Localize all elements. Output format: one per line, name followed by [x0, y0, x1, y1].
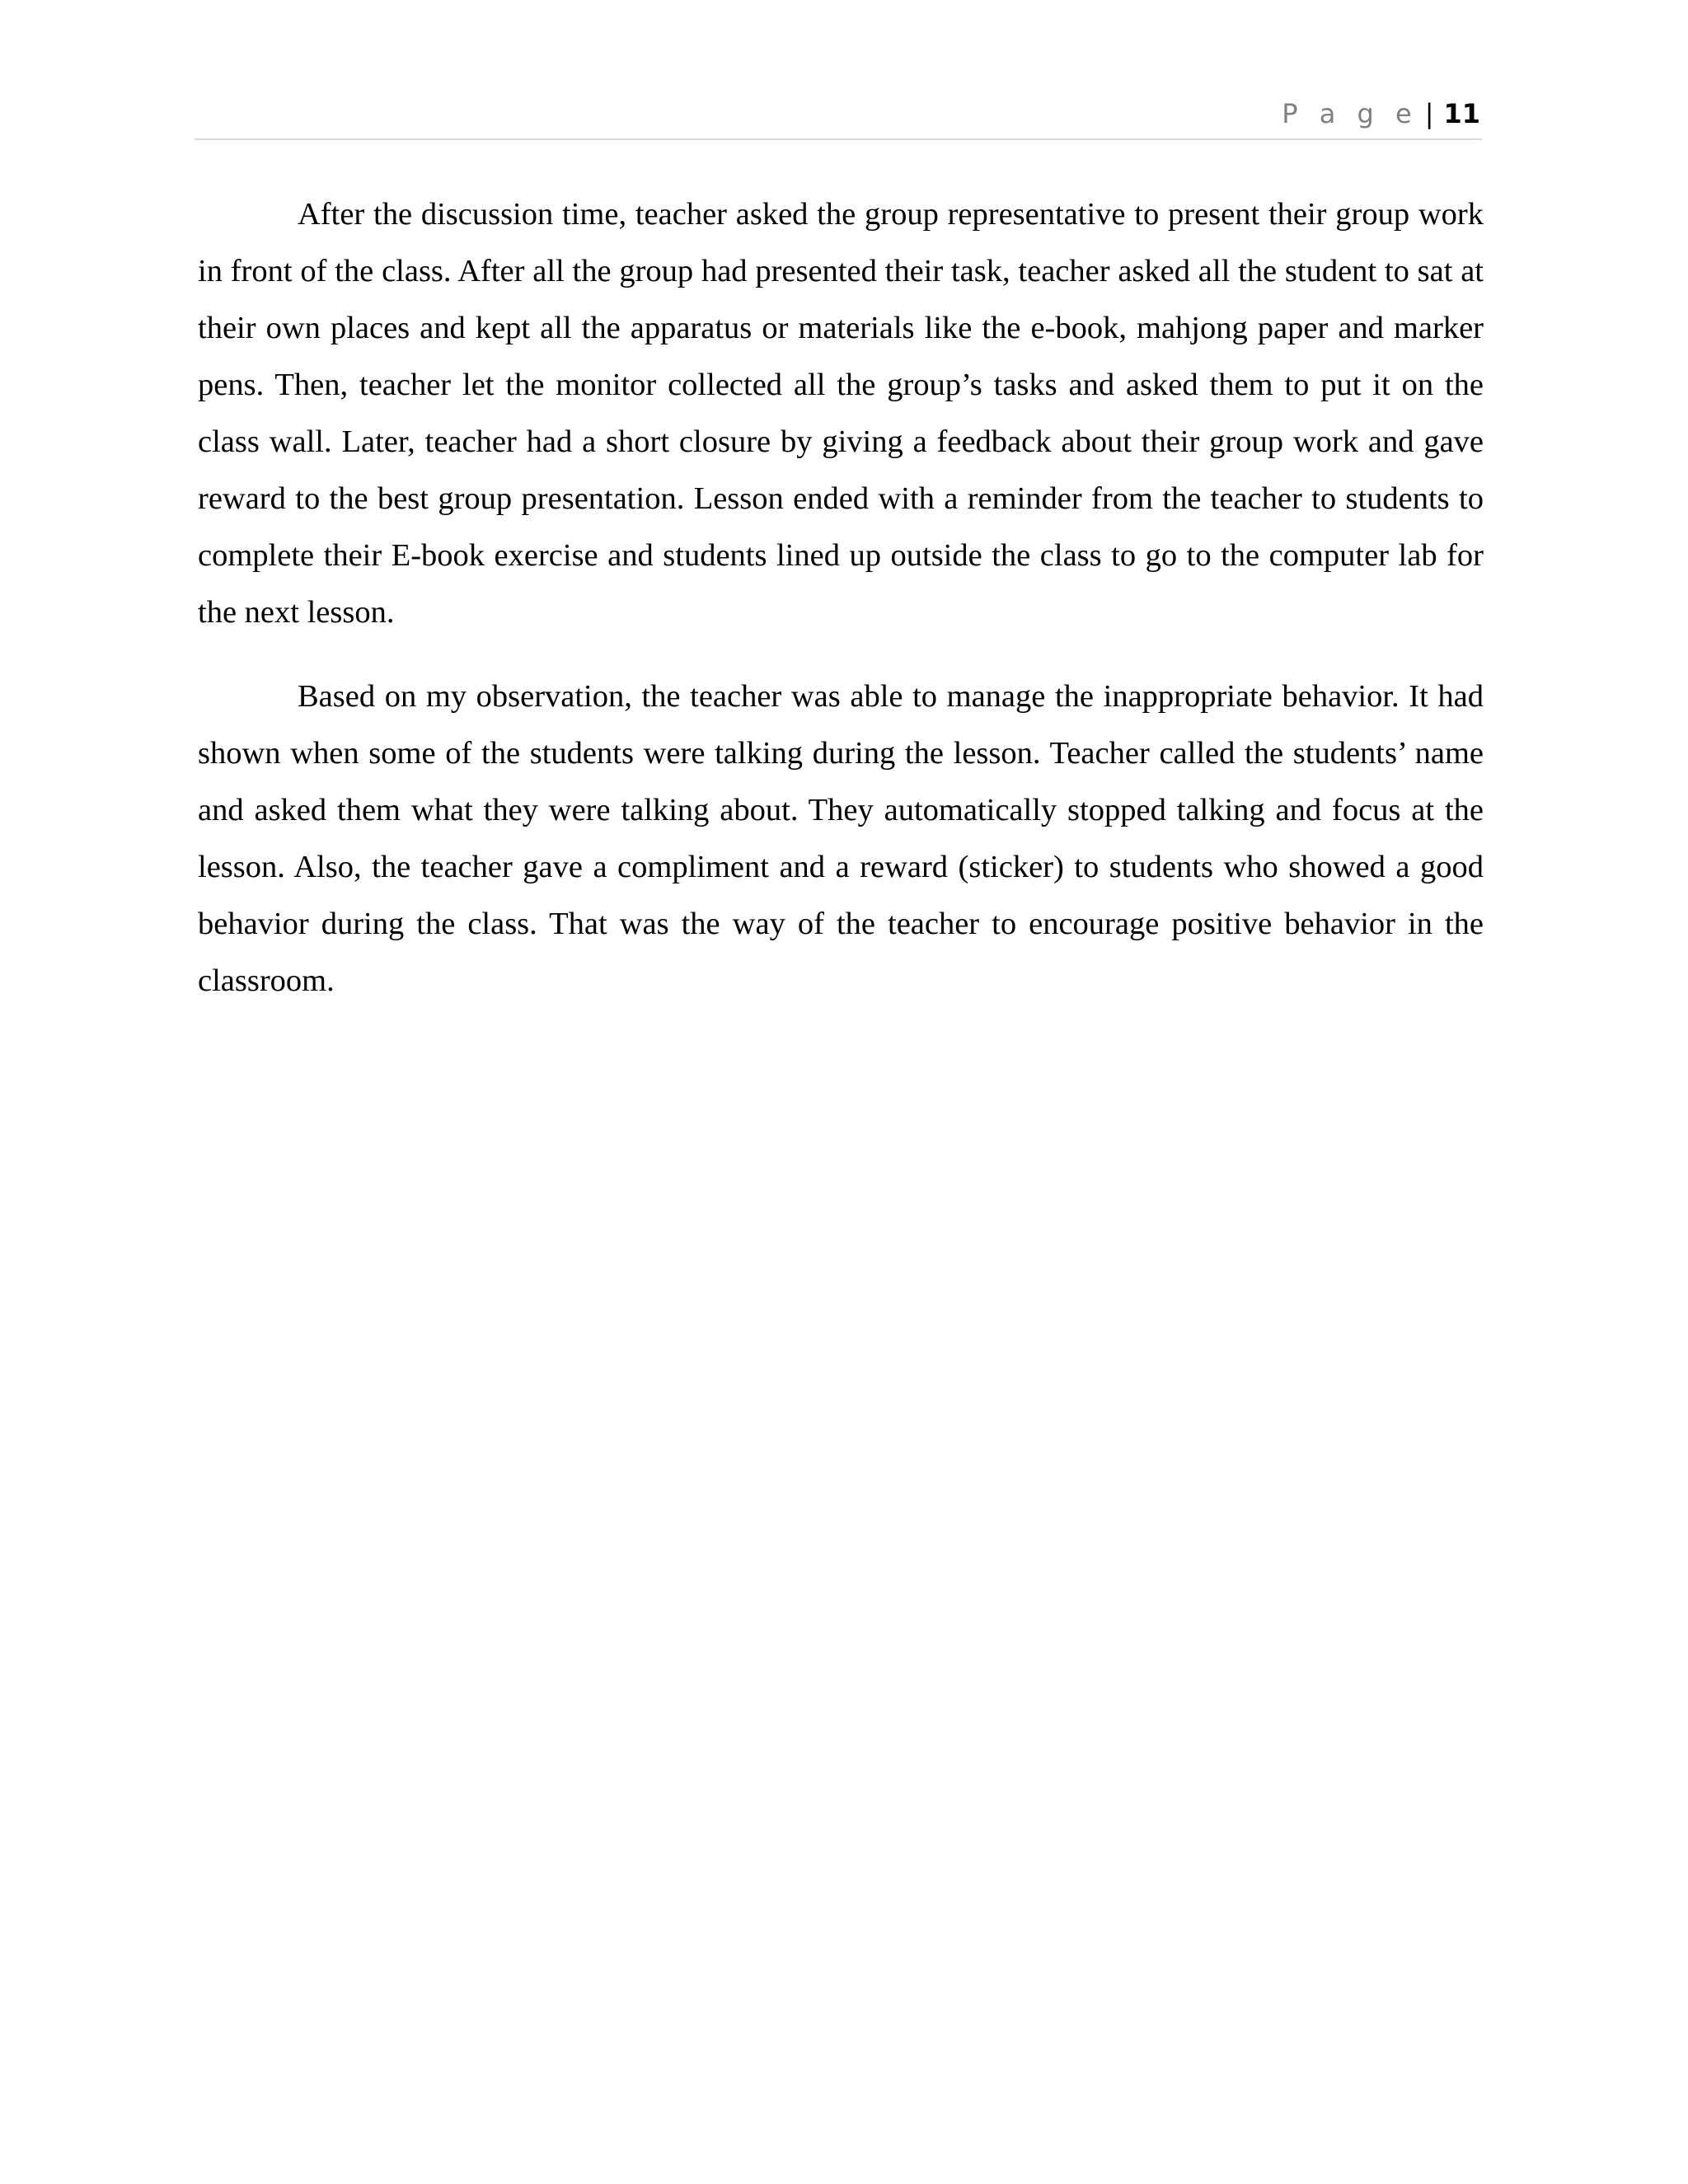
page-number-separator: | — [1424, 98, 1434, 129]
page-header — [195, 97, 1482, 140]
paragraph-discussion: After the discussion time, teacher asked the group representative to present their group work in front of the class. After all the group had presented their task, teacher asked all the student to sat at their own places and kept all the apparatus or materials like the e-book, mahjong paper and marker pens. Then, teacher let the monitor collected all the group’s tasks and asked them to put it on the class wall. Later, teacher had a short closure by giving a feedback about their group work and gave reward to the best group presentation. Lesson ended with a reminder from the teacher to students to complete their E-book exercise and students lined up outside the class to go to the computer lab for the next lesson. — [198, 197, 1484, 630]
page-label: P a g e — [1282, 98, 1418, 129]
page-number-indicator — [1282, 97, 1480, 130]
page-number: 11 — [1443, 98, 1480, 129]
paragraph-observation: Based on my observation, the teacher was able to manage the inappropriate behavior. It had shown when some of the students were talking during the lesson. Teacher called the students’ name and asked them what they were talking about. They automatically stopped talking and focus at the lesson. Also, the teacher gave a compliment and a reward (sticker) to students who showed a good behavior during the class. That was the way of the teacher to encourage positive behavior in the classroom. — [198, 679, 1484, 998]
document-body — [198, 186, 1484, 1037]
